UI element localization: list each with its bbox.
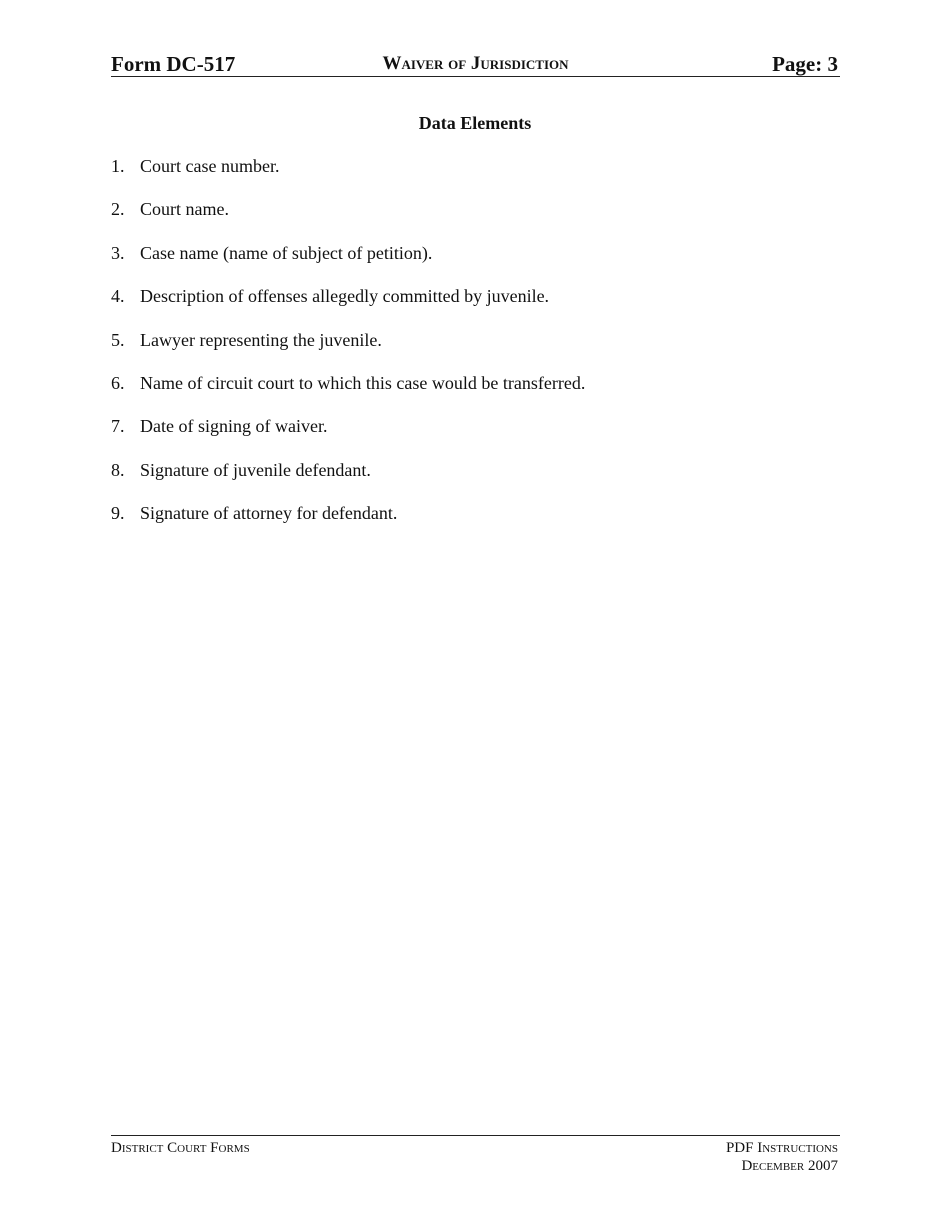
- list-item-number: 8.: [111, 459, 125, 480]
- list-item-text: Signature of juvenile defendant.: [140, 459, 371, 480]
- section-title: Data Elements: [418, 113, 532, 133]
- footer-edition: [726, 1139, 838, 1175]
- list-item-text: Name of circuit court to which this case would be transferred.: [140, 372, 586, 393]
- list-item-number: 4.: [111, 286, 125, 307]
- footer-series: District Court Forms: [111, 1140, 250, 1156]
- list-item-number: 5.: [111, 329, 125, 350]
- page-number: Page: 3: [772, 52, 838, 76]
- list-item-text: Signature of attorney for defendant.: [140, 503, 398, 524]
- list-item-text: Lawyer representing the juvenile.: [140, 329, 382, 350]
- list-item-text: Case name (name of subject of petition).: [140, 242, 433, 263]
- form-number: Form DC-517: [111, 52, 236, 76]
- list-item-text: Date of signing of waiver.: [140, 416, 328, 437]
- page-header: [111, 52, 840, 77]
- document-title: Waiver of Jurisdiction: [382, 53, 569, 74]
- list-item-number: 6.: [111, 372, 125, 393]
- list-item-text: Court case number.: [140, 156, 280, 176]
- page-footer: [111, 1135, 840, 1174]
- list-item-number: 2.: [111, 199, 125, 220]
- list-item-number: 3.: [111, 242, 125, 263]
- list-item-text: Description of offenses allegedly committed by juvenile.: [140, 286, 550, 307]
- list-item-number: 9.: [111, 503, 125, 524]
- list-item-number: 1.: [111, 156, 125, 176]
- footer-date: December 2007: [741, 1158, 838, 1174]
- list-item-number: 7.: [111, 416, 125, 437]
- footer-instructions-label: PDF Instructions: [725, 1140, 838, 1156]
- list-item-text: Court name.: [140, 199, 229, 220]
